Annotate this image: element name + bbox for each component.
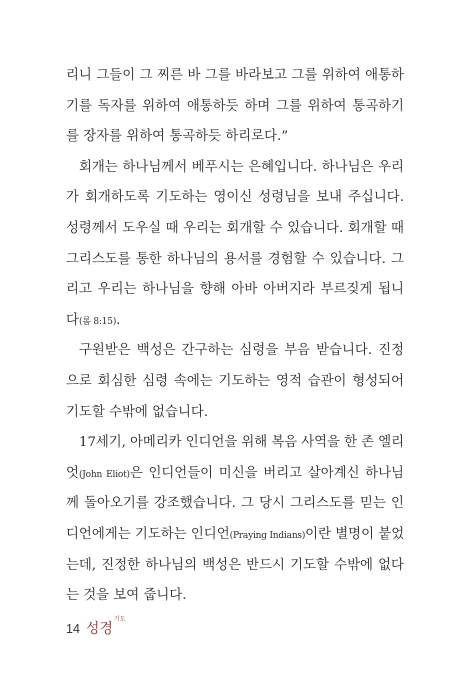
page-footer [66, 616, 126, 637]
text-run: 를 장자를 위하여 통곡하듯 하리로다.” [66, 129, 289, 145]
text-line [66, 245, 404, 276]
text-line [66, 398, 404, 429]
text-line [66, 306, 404, 337]
line-content [66, 459, 404, 490]
text-line [66, 428, 404, 459]
citation: (Praying Indians) [229, 530, 306, 541]
text-line [66, 489, 404, 520]
text-run: 리니 그들이 그 찌른 바 그를 바라보고 그를 위하여 애통하 [66, 68, 404, 83]
text-line [66, 183, 404, 214]
line-content [66, 214, 404, 245]
line-content [66, 367, 404, 398]
line-content [66, 275, 404, 306]
text-line [66, 153, 404, 184]
series-logo [85, 616, 126, 637]
line-content [66, 245, 404, 276]
text-run: 께 돌아오기를 강조했습니다. 그 당시 그리스도를 믿는 인 [66, 496, 404, 512]
text-run: 가 회개하도록 기도하는 영이신 성령님을 보내 주십니다. [66, 190, 404, 206]
text-run: 디언에게는 기도하는 인디언 [66, 526, 230, 542]
text-run: 그리스도를 통한 하나님의 용서를 경험할 수 있습니다. 그 [66, 251, 404, 267]
paragraph [66, 61, 404, 153]
line-content [66, 581, 187, 612]
logo-text: 성경 [85, 621, 113, 637]
text-line [66, 61, 404, 92]
line-content [66, 306, 120, 337]
text-run: . [116, 312, 121, 328]
text-run: 으로 회심한 심령 속에는 기도하는 영적 습관이 형성되어 [66, 373, 404, 389]
text-line [66, 551, 404, 582]
text-run: 이란 별명이 붙었 [305, 526, 405, 542]
text-run: 17세기, 아메리카 인디언을 위해 복음 사역을 한 존 엘리 [79, 435, 404, 451]
text-line [66, 459, 404, 490]
text-line [66, 336, 404, 367]
logo-sup: 기도 [113, 616, 126, 624]
body-text [66, 61, 404, 612]
line-content [66, 92, 404, 123]
text-run: 다 [66, 312, 79, 328]
text-run: 는데, 진정한 하나님의 백성은 반드시 기도할 수밖에 없다 [66, 557, 404, 573]
line-content [66, 551, 404, 582]
text-line [66, 214, 404, 245]
page-number: 14 [66, 622, 80, 636]
text-run: 은 인디언들이 미신을 버리고 살아계신 하나님 [129, 465, 404, 481]
text-line [66, 367, 404, 398]
text-run: 회개는 하나님께서 베푸시는 은혜입니다. 하나님은 우리 [79, 159, 404, 175]
text-run: 기를 독자를 위하여 애통하듯 하며 그를 위하여 통곡하기 [66, 98, 404, 114]
line-content [79, 153, 404, 184]
line-content [66, 61, 404, 92]
text-run: 는 것을 보여 줍니다. [66, 588, 187, 604]
text-line [66, 520, 404, 551]
text-run: 구원받은 백성은 간구하는 심령을 부음 받습니다. 진정 [79, 343, 404, 359]
citation: (John Eliot) [78, 469, 130, 480]
text-line [66, 92, 404, 123]
line-content [66, 398, 208, 429]
citation: (롬 8:15) [78, 316, 117, 327]
text-run: 성령께서 도우실 때 우리는 회개할 수 있습니다. 회개할 때 [66, 220, 404, 236]
paragraph [66, 153, 404, 337]
text-line [66, 275, 404, 306]
line-content [66, 489, 404, 520]
line-content [79, 336, 404, 367]
text-line [66, 122, 404, 153]
text-run: 엇 [66, 465, 79, 481]
text-run: 리고 우리는 하나님을 향해 아바 아버지라 부르짖게 됩니 [66, 282, 404, 298]
line-content [79, 428, 404, 459]
paragraph [66, 336, 404, 428]
text-run: 기도할 수밖에 없습니다. [66, 404, 209, 420]
paragraph [66, 428, 404, 612]
line-content [66, 122, 288, 153]
text-line [66, 581, 404, 612]
line-content [66, 520, 404, 551]
line-content [66, 183, 404, 214]
